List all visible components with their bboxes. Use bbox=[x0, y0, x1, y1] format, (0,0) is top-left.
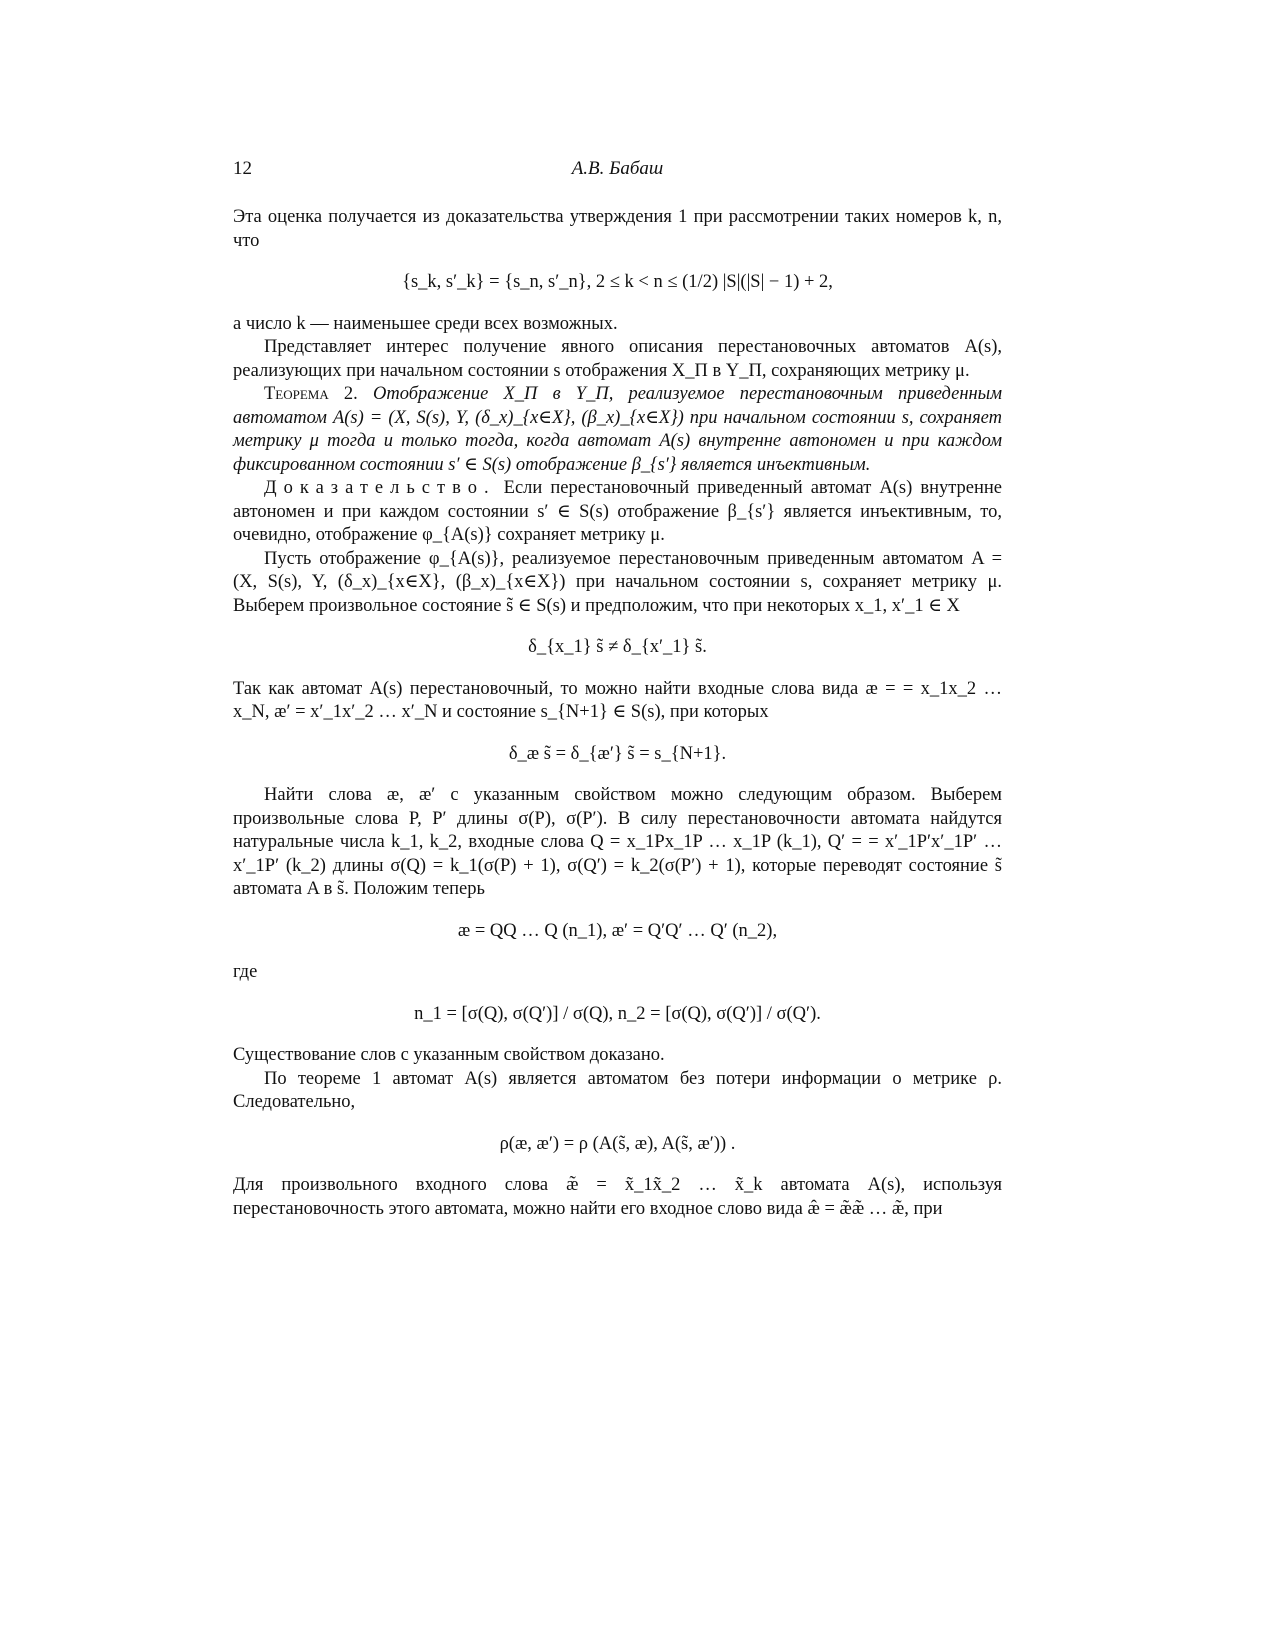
paragraph-10: Для произвольного входного слова æ̃ = x̃_1x̃_2 … x̃_k автомата A(s), используя перестановочность этого автомата, можно найти его входное слово вида æ̂ = æ̃æ̃ … æ̃, при bbox=[233, 1175, 1002, 1219]
paragraph-4: Пусть отображение φ_{A(s)}, реализуемое перестановочным приведенным автоматом A = (X, S(s), Y, (δ_x)_{x∈X}, (β_x)_{x∈X}) при начальном состоянии s, сохраняет метрику μ. Выберем произвольное состояние s̃ ∈ S(s) и предположим, что при некоторых x_1, x′_1 ∈ X bbox=[233, 548, 1002, 616]
running-head: А.В. Бабаш bbox=[571, 158, 664, 179]
theorem-body: Отображение X_Π в Y_Π, реализуемое перестановочным приведенным автоматом A(s) = (X, S(s), Y, (δ_x)_{x∈X}, (β_x)_{x∈X}) при начальном состоянии s, сохраняет метрику μ тогда и только тогда, когда автомат A(s) внутренне автономен и при каждом фиксированном состоянии s′ ∈ S(s) отображение β_{s′} является инъективным. bbox=[233, 384, 1003, 475]
paragraph-6: Найти слова æ, æ′ с указанным свойством можно следующим образом. Выберем произвольные слова P, P′ длины σ(P), σ(P′). В силу перестановочности автомата найдутся натуральные числа k_1, k_2, входные слова Q = x_1Px_1P … x_1P (k_1), Q′ = = x′_1P′x′_1P′ … x′_1P′ (k_2) длины σ(Q) = k_1(σ(P) + 1), σ(Q′) = k_2(σ(P′) + 1), которые переводят состояние s̃ автомата A в s̃. Положим теперь bbox=[233, 785, 1002, 899]
proof-paragraph bbox=[233, 477, 1002, 548]
paragraph-5: Так как автомат A(s) перестановочный, то можно найти входные слова вида æ = = x_1x_2 … x_N, æ′ = x′_1x′_2 … x′_N и состояние s_{N+1} ∈ S(s), при которых bbox=[233, 678, 1002, 722]
paragraph-1: Эта оценка получается из доказательства утверждения 1 при рассмотрении таких номеров k, n, что bbox=[233, 207, 1002, 251]
proof-body: Если перестановочный приведенный автомат A(s) внутренне автономен и при каждом состоянии s′ ∈ S(s) отображение β_{s′} является инъективным, то, очевидно, отображение φ_{A(s)} сохраняет метрику μ. bbox=[233, 478, 1002, 545]
paragraph-9: По теореме 1 автомат A(s) является автоматом без потери информации о метрике ρ. Следовательно, bbox=[233, 1068, 1002, 1112]
paragraph-7: где bbox=[233, 962, 258, 982]
paragraph-8: Существование слов с указанным свойством доказано. bbox=[233, 1045, 665, 1065]
equation-5: n_1 = [σ(Q), σ(Q′)] / σ(Q), n_2 = [σ(Q), σ(Q′)] / σ(Q′). bbox=[414, 1003, 821, 1024]
equation-6: ρ(æ, æ′) = ρ (A(s̃, æ), A(s̃, æ′)) . bbox=[499, 1133, 736, 1154]
paragraph-3: Представляет интерес получение явного описания перестановочных автоматов A(s), реализующих при начальном состоянии s отображения X_Π в Y_Π, сохраняющих метрику μ. bbox=[233, 337, 1002, 381]
theorem-2 bbox=[233, 383, 1002, 477]
equation-3: δ_æ s̃ = δ_{æ′} s̃ = s_{N+1}. bbox=[508, 743, 727, 764]
equation-4: æ = QQ … Q (n_1), æ′ = Q′Q′ … Q′ (n_2), bbox=[457, 920, 778, 941]
theorem-label: Теорема 2. bbox=[264, 384, 358, 404]
equation-2: δ_{x_1} s̃ ≠ δ_{x′_1} s̃. bbox=[528, 637, 707, 657]
article-body bbox=[233, 206, 1002, 1221]
page-number: 12 bbox=[233, 158, 252, 179]
paragraph-2: а число k — наименьшее среди всех возможных. bbox=[233, 313, 618, 334]
page-header bbox=[233, 158, 1002, 184]
proof-label: Доказательство. bbox=[264, 478, 496, 498]
equation-1: {s_k, s′_k} = {s_n, s′_n}, 2 ≤ k < n ≤ (1/2) |S|(|S| − 1) + 2, bbox=[402, 272, 833, 292]
